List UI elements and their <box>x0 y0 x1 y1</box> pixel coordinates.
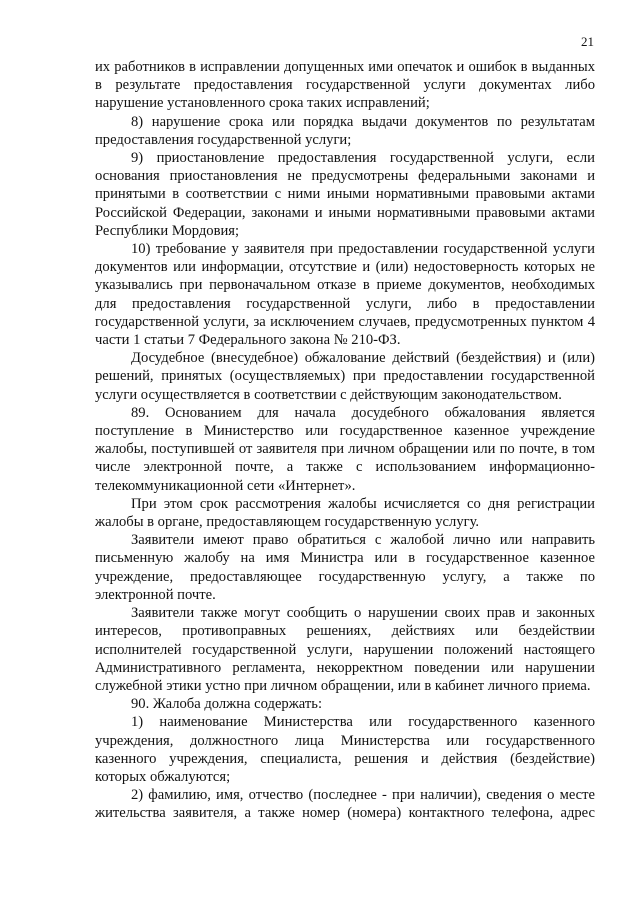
paragraph-right-to-complain: Заявители имеют право обратиться с жалобой лично или направить письменную жалобу на имя Министра или в государственное казенное учреждение, предоставляющее государственную услугу, а также по электронной почте. <box>95 532 595 603</box>
paragraph-item-8: 8) нарушение срока или порядка выдачи документов по результатам предоставления государственной услуги; <box>95 113 595 148</box>
paragraph-pretrial-appeal: Досудебное (внесудебное) обжалование действий (бездействия) и (или) решений, принятых (осуществляемых) при предоставлении государственной услуги осуществляется в соответствии с действующим законодательством. <box>95 350 595 403</box>
paragraph-item-9: 9) приостановление предоставления государственной услуги, если основания приостановления не предусмотрены федеральными законами и принятыми в соответствии с ними иными нормативными правовыми актами Российской Федерации, законами и иными нормативными правовыми актами Республики Мордовия; <box>95 150 595 239</box>
paragraph-item-10: 10) требование у заявителя при предоставлении государственной услуги документов или информации, отсутствие и (или) недостоверность которых не указывались при первоначальном отказе в приеме документов, необходимых для предоставления государственной услуги, либо в предоставлении государственной услуги, за исключением случаев, предусмотренных пунктом 4 части 1 статьи 7 Федерального закона № 210-ФЗ. <box>95 241 595 349</box>
paragraph-item-2: 2) фамилию, имя, отчество (последнее - при наличии), сведения о месте жительства заявителя, а также номер (номера) контактного телефона, адрес <box>95 787 595 822</box>
paragraph-section-90: 90. Жалоба должна содержать: <box>131 696 322 713</box>
paragraph-item-1: 1) наименование Министерства или государственного казенного учреждения, должностного лица Министерства или государственного казенного учреждения, специалиста, решения и действия (бездействие) которых обжалуются; <box>95 714 595 785</box>
paragraph-review-period: При этом срок рассмотрения жалобы исчисляется со дня регистрации жалобы в органе, предоставляющем государственную услугу. <box>95 495 595 531</box>
page-number: 21 <box>581 34 594 49</box>
paragraph-oral-report: Заявители также могут сообщить о нарушении своих прав и законных интересов, противоправных решениях, действиях или бездействии исполнителей государственной услуги, нарушении положений настоящего Административного регламента, некорректном поведении или нарушении служебной этики устно при личном обращении, или в кабинет личного приема. <box>95 605 595 694</box>
paragraph-continuation: их работников в исправлении допущенных ими опечаток и ошибок в выданных в результате предоставления государственной услуги документах либо нарушение установленного срока таких исправлений; <box>95 59 595 112</box>
paragraph-section-89: 89. Основанием для начала досудебного обжалования является поступление в Министерство или государственное казенное учреждение жалобы, поступившей от заявителя при личном обращении или по почте, в том числе электронной почте, а также с использованием информационно-телекоммуникационной сети «Интернет». <box>95 404 595 494</box>
document-body <box>95 58 595 823</box>
